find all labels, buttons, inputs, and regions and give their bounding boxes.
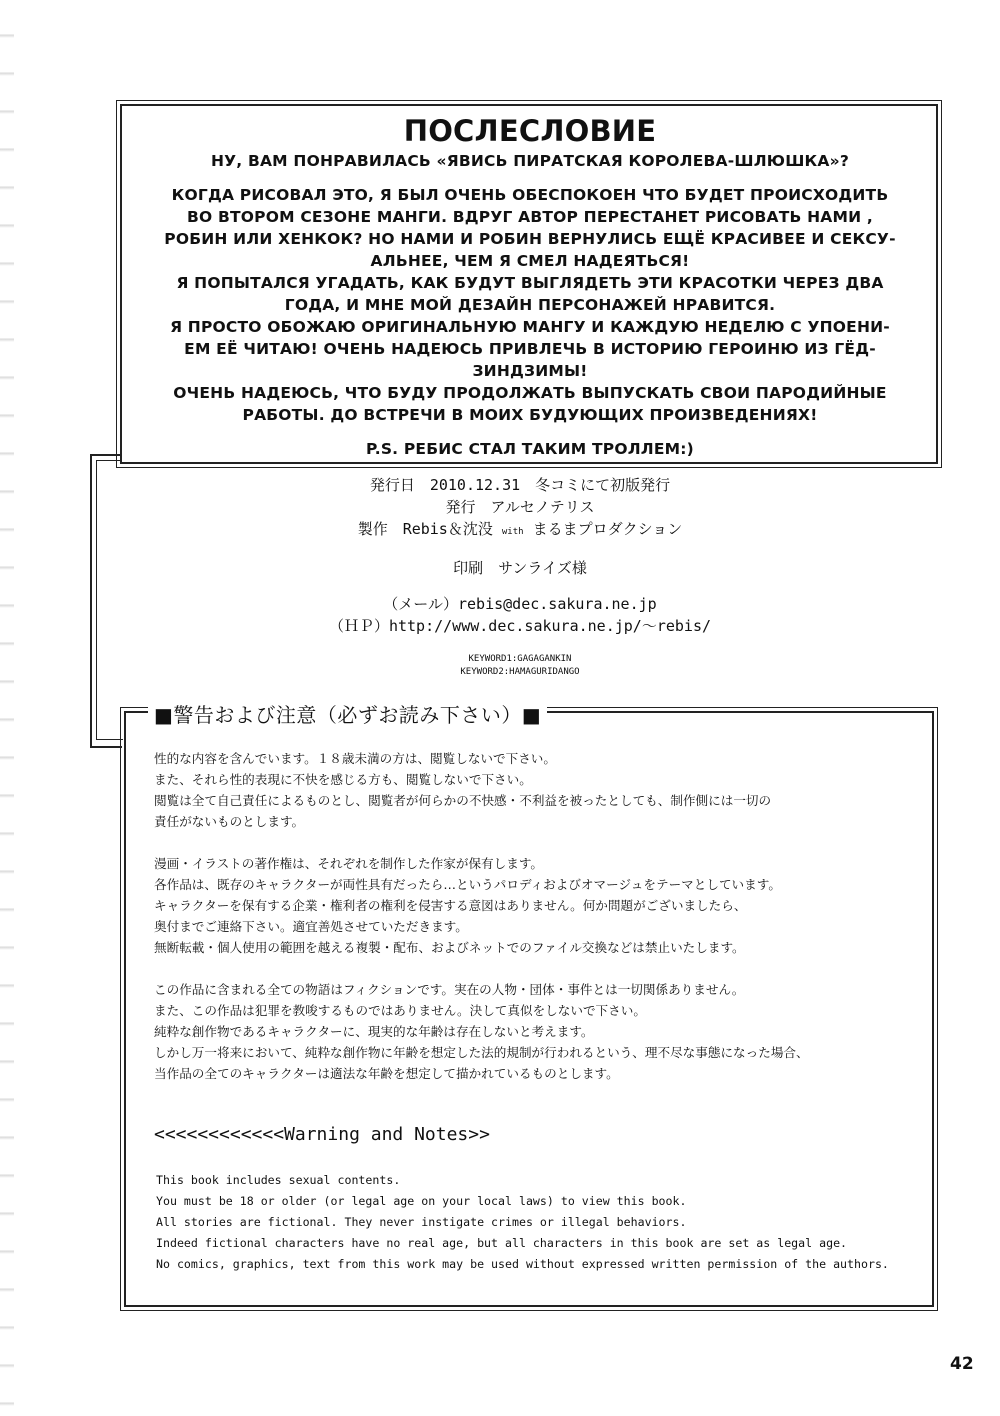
homepage: （ＨＰ）http://www.dec.sakura.ne.jp/～rebis/ (328, 617, 712, 635)
note-line: 無断転載・個人使用の範囲を越える複製・配布、およびネットでのファイル交換などは禁止いたします。 (154, 940, 745, 955)
afterword-line: ГОДА, И МНЕ МОЙ ДЕЗАЙН ПЕРСОНАЖЕЙ НРАВИТСЯ. (284, 296, 776, 314)
notes-block-3 (154, 979, 894, 1084)
afterword-line: АЛЬНЕЕ, ЧЕМ Я СМЕЛ НАДЕЯТЬСЯ! (370, 252, 690, 270)
notes-block-1 (154, 748, 894, 832)
afterword-line: Я ПРОСТО ОБОЖАЮ ОРИГИНАЛЬНУЮ МАНГУ И КАЖДУЮ НЕДЕЛЮ С УПОЕНИ- (170, 318, 890, 336)
page-edge-decoration (0, 0, 14, 1416)
notes-block-2 (154, 853, 894, 958)
printing: 印刷 サンライズ様 (453, 559, 587, 577)
publisher: 発行 アルセノテリス (445, 498, 595, 516)
english-notes (156, 1170, 916, 1275)
afterword-ps: P.S. РЕБИС СТАЛ ТАКИМ ТРОЛЛЕМ:) (366, 440, 694, 458)
page-number: 42 (950, 1354, 974, 1374)
note-line: 純粋な創作物であるキャラクターに、現実的な年齢は存在しないと考えます。 (154, 1024, 594, 1039)
note-line: 漫画・イラストの著作権は、それぞれを制作した作家が保有します。 (154, 856, 544, 871)
production-with: with (501, 527, 524, 537)
english-note-line: No comics, graphics, text from this work may be used without expressed written permission of the authors. (156, 1257, 889, 1271)
japanese-notes (154, 748, 894, 1105)
afterword-section (140, 112, 920, 460)
production (250, 518, 790, 543)
issue-date: 発行日 2010.12.31 冬コミにて初版発行 (369, 476, 671, 494)
english-note-line: You must be 18 or older (or legal age on your local laws) to view this book. (156, 1194, 687, 1208)
afterword-title: ПОСЛЕСЛОВИЕ (403, 114, 657, 148)
warning-title: ■警告および注意（必ずお読み下さい）■ (148, 700, 547, 730)
note-line: キャラクターを保有する企業・権利者の権利を侵害する意図はありません。何か問題がございましたら、 (154, 898, 747, 913)
colophon (250, 474, 790, 679)
keyword-1: KEYWORD1:GAGAGANKIN (468, 654, 572, 664)
keywords (250, 653, 790, 679)
afterword-line: ЗИНДЗИМЫ! (472, 362, 588, 380)
production-prefix: 製作 Rebis＆沈没 (357, 520, 493, 538)
afterword-subtitle: НУ, ВАМ ПОНРАВИЛАСЬ «ЯВИСЬ ПИРАТСКАЯ КОРОЛЕВА-ШЛЮШКА»? (210, 152, 850, 170)
frame-connector-inner (96, 460, 123, 740)
email: （メール）rebis@dec.sakura.ne.jp (383, 595, 657, 613)
afterword-line: КОГДА РИСОВАЛ ЭТО, Я БЫЛ ОЧЕНЬ ОБЕСПОКОЕН ЧТО БУДЕТ ПРОИСХОДИТЬ (171, 186, 889, 204)
note-line: 各作品は、既存のキャラクターが両性具有だったら…というパロディおよびオマージュをテーマとしています。 (154, 877, 781, 892)
english-note-line: All stories are fictional. They never instigate crimes or illegal behaviors. (156, 1215, 687, 1229)
note-line: 奥付までご連絡下さい。適宜善処させていただきます。 (154, 919, 468, 934)
english-notes-title: <<<<<<<<<<<<Warning and Notes>> (154, 1124, 490, 1145)
afterword-line: РАБОТЫ. ДО ВСТРЕЧИ В МОИХ БУДУЮЩИХ ПРОИЗВЕДЕНИЯХ! (242, 406, 818, 424)
english-note-line: This book includes sexual contents. (156, 1173, 401, 1187)
note-line: この作品に含まれる全ての物語はフィクションです。実在の人物・団体・事件とは一切関係ありません。 (154, 982, 745, 997)
afterword-line: ЕМ ЕЁ ЧИТАЮ! ОЧЕНЬ НАДЕЮСЬ ПРИВЛЕЧЬ В ИСТОРИЮ ГЕРОИНЮ ИЗ ГЁД- (184, 340, 876, 358)
keyword-2: KEYWORD2:HAMAGURIDANGO (460, 667, 580, 677)
afterword-line: Я ПОПЫТАЛСЯ УГАДАТЬ, КАК БУДУТ ВЫГЛЯДЕТЬ ЭТИ КРАСОТКИ ЧЕРЕЗ ДВА (176, 274, 884, 292)
note-line: 閲覧は全て自己責任によるものとし、閲覧者が何らかの不快感・不利益を被ったとしても、制作側には一切の (154, 793, 772, 808)
note-line: 性的な内容を含んでいます。１８歳未満の方は、閲覧しないで下さい。 (154, 751, 556, 766)
production-suffix: まるまプロダクション (532, 520, 683, 538)
afterword-line: ОЧЕНЬ НАДЕЮСЬ, ЧТО БУДУ ПРОДОЛЖАТЬ ВЫПУСКАТЬ СВОИ ПАРОДИЙНЫЕ (173, 384, 887, 402)
afterword-line: РОБИН ИЛИ ХЕНКОК? НО НАМИ И РОБИН ВЕРНУЛИСЬ ЕЩЁ КРАСИВЕЕ И СЕКСУ- (164, 230, 896, 248)
note-line: 当作品の全てのキャラクターは適法な年齢を想定して描かれているものとします。 (154, 1066, 619, 1081)
english-note-line: Indeed fictional characters have no real age, but all characters in this book are set as legal age. (156, 1236, 848, 1250)
note-line: また、この作品は犯罪を教唆するものではありません。決して真似をしないで下さい。 (154, 1003, 646, 1018)
afterword-line: ВО ВТОРОМ СЕЗОНЕ МАНГИ. ВДРУГ АВТОР ПЕРЕСТАНЕТ РИСОВАТЬ НАМИ , (187, 208, 873, 226)
note-line: 責任がないものとします。 (154, 814, 305, 829)
note-line: しかし万一将来において、純粋な創作物に年齢を想定した法的規制が行われるという、理不尽な事態になった場合、 (154, 1045, 809, 1060)
note-line: また、それら性的表現に不快を感じる方も、閲覧しないで下さい。 (154, 772, 532, 787)
